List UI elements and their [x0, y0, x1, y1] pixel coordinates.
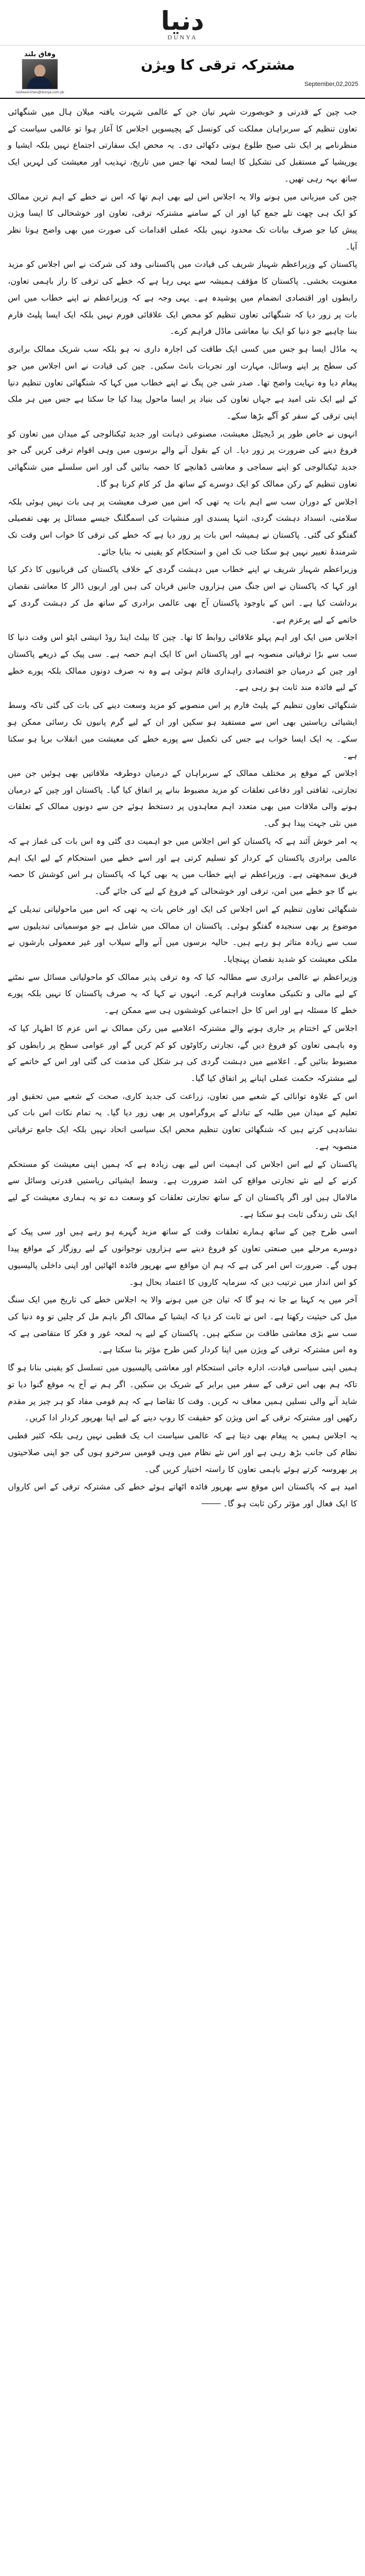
article-paragraph: اجلاس کے دوران سب سے اہم بات یہ تھی کہ اس میں صرف معیشت پر ہی بات نہیں ہوئی بلکہ سلامتی، انسداد دہشت گردی، انتہا پسندی اور منشیات کی اسمگلنگ جیسے مسائل پر بھی تفصیلی گفتگو کی گئی۔ پاکستان نے ہمیشہ اس بات پر زور دیا ہے کہ خطے کی ترقی کا خواب اس وقت تک شرمندۂ تعبیر نہیں ہو سکتا جب تک امن و استحکام کو یقینی نہ بنایا جائے۔	[8, 497, 357, 557]
avatar-head-shape	[34, 65, 45, 77]
article-paragraph: اسی طرح چین کے ساتھ ہمارے تعلقات وقت کے ساتھ مزید گہرے ہو رہے ہیں اور سی پیک کے دوسرے مرحلے میں صنعتی تعاون کو فروغ دینے سے ہزاروں نوجوانوں کے لیے روزگار کے مواقع پیدا ہوں گے۔ ضرورت اس امر کی ہے کہ ہم ان مواقع سے بھرپور فائدہ اٹھائیں اور اپنی داخلی پالیسیوں کو اس انداز میں ترتیب دیں کہ سرمایہ کاروں کا اعتماد بحال ہو۔	[8, 1228, 357, 1287]
headline-block	[77, 50, 358, 94]
author-email: rasheed.khan@dunya.com.pk	[15, 90, 65, 94]
article-paragraph: وزیراعظم نے عالمی برادری سے مطالبہ کیا کہ وہ ترقی پذیر ممالک کو ماحولیاتی مسائل سے نمٹنے کے لیے مالی و تکنیکی معاونت فراہم کرے۔ انہوں نے کہا کہ یہ صرف پاکستان کا نہیں بلکہ پورے خطے کا مسئلہ ہے اور اس کا حل اجتماعی کوششوں ہی سے ممکن ہے۔	[8, 973, 357, 1016]
article-paragraph: جب چین کے قدرتی و خوبصورت شہر تیان جن کے عالمی شہرت یافتہ میلان ہال میں شنگھائی تعاون تنظیم کے سربراہان مملکت کی کونسل کے پچیسویں اجلاس کا آغاز ہوا تو عالمی سیاست کے منظرنامے پر ایک نئی صبح طلوع ہوتی دکھائی دی۔ یہ محض ایک سفارتی اجتماع نہیں بلکہ ایشیا و یوریشیا کے مستقبل کی تشکیل کا ایسا لمحہ تھا جس میں تاریخ، تہذیب اور معیشت کی لہریں ایک ساتھ بہہ رہی تھیں۔	[8, 108, 357, 184]
article-closing-text: امید ہے کہ پاکستان اس موقع سے بھرپور فائدہ اٹھاتے ہوئے خطے کی مشترکہ ترقی کے اس کارواں کا ایک فعال اور مؤثر رکن ثابت ہو گا۔	[8, 1483, 357, 1509]
article-headline: مشترکہ ترقی کا ویژن	[140, 56, 295, 73]
article-end-dash	[202, 1503, 221, 1504]
article-paragraph: اس کے علاوہ توانائی کے شعبے میں تعاون، زراعت کی جدید کاری، صحت کے شعبے میں تحقیق اور تعلیم کے میدان میں طلبہ کے تبادلے کے پروگراموں پر بھی زور دیا گیا۔ یہ تمام نکات اس بات کی نشاندہی کرتے ہیں کہ شنگھائی تعاون تنظیم محض ایک سیاسی اتحاد نہیں بلکہ ایک جامع ترقیاتی منصوبہ ہے۔	[8, 1092, 357, 1151]
publication-logo	[161, 8, 204, 41]
article-date: September,02,2025	[304, 81, 358, 88]
author-block	[7, 50, 73, 94]
author-avatar	[22, 59, 58, 89]
article-paragraph: وزیراعظم شہباز شریف نے اپنے خطاب میں دہشت گردی کے خلاف پاکستان کی قربانیوں کا ذکر کیا اور کہا کہ پاکستان نے اس جنگ میں ہزاروں جانیں قربان کی ہیں اور اربوں ڈالر کا معاشی نقصان برداشت کیا ہے۔ اس کے باوجود پاکستان آج بھی عالمی برادری کے ساتھ مل کر دہشت گردی کے خاتمے کے لیے پرعزم ہے۔	[8, 565, 357, 625]
article-paragraph: یہ اجلاس ہمیں یہ پیغام بھی دیتا ہے کہ عالمی سیاست اب یک قطبی نہیں رہی بلکہ کثیر قطبی نظام کی جانب بڑھ رہی ہے اور اس نئے نظام میں وہی قومیں سرخرو ہوں گی جو اپنی صلاحیتوں پر بھروسہ کرتے ہوئے باہمی تعاون کا راستہ اختیار کریں گی۔	[8, 1432, 357, 1474]
article-paragraph: پاکستان کے لیے اس اجلاس کی اہمیت اس لیے بھی زیادہ ہے کہ ہمیں اپنی معیشت کو مستحکم کرنے کے لیے نئے تجارتی مواقع کی اشد ضرورت ہے۔ وسط ایشیائی ریاستیں قدرتی وسائل سے مالامال ہیں اور اگر پاکستان ان کے ساتھ تجارتی تعلقات کو وسعت دے تو یہ ہماری معیشت کے لیے ایک نئی زندگی ثابت ہو سکتا ہے۔	[8, 1160, 357, 1219]
article-closing-paragraph	[8, 1479, 357, 1512]
article-paragraph: شنگھائی تعاون تنظیم کے پلیٹ فارم پر اس منصوبے کو مزید وسعت دینے کی بات کی گئی تاکہ وسط ایشیائی ریاستیں بھی اس سے مستفید ہو سکیں اور ان کے لیے گرم پانیوں تک رسائی ممکن ہو سکے۔ یہ ایک ایسا خواب ہے جس کی تکمیل سے پورے خطے کی معیشت میں انقلاب برپا ہو سکتا ہے۔	[8, 701, 357, 761]
article-paragraph: یہ امر خوش آئند ہے کہ پاکستان کو اس اجلاس میں جو اہمیت دی گئی وہ اس بات کی غماز ہے کہ عالمی برادری پاکستان کے کردار کو تسلیم کرتی ہے اور اسے خطے میں استحکام کے لیے ایک اہم فریق سمجھتی ہے۔ وزیراعظم نے اپنے خطاب میں یہ بھی کہا کہ پاکستان ہر اس کوشش کا حصہ بنے گا جو خطے میں امن، ترقی اور خوشحالی کے فروغ کے لیے کی جائے گی۔	[8, 837, 357, 897]
article-paragraph: انہوں نے خاص طور پر ڈیجیٹل معیشت، مصنوعی ذہانت اور جدید ٹیکنالوجی کے میدان میں تعاون کو فروغ دینے کی ضرورت پر زور دیا۔ ان کے بقول آنے والے برسوں میں وہی اقوام ترقی کریں گی جو جدید ٹیکنالوجی کو اپنے سماجی و معاشی ڈھانچے کا حصہ بنائیں گی اور اس سلسلے میں شنگھائی تعاون تنظیم کے رکن ممالک کو ایک دوسرے کے ساتھ مل کر کام کرنا ہو گا۔	[8, 429, 357, 489]
article-paragraph: چین کی میزبانی میں ہونے والا یہ اجلاس اس لیے بھی اہم تھا کہ اس نے خطے کے اہم ترین ممالک کو ایک ہی چھت تلے جمع کیا اور ان کے سامنے مشترکہ ترقی، تعاون اور خوشحالی کا ایسا ویژن پیش کیا جو صرف بیانات تک محدود نہیں بلکہ عملی اقدامات کی صورت میں بھی واضح ہوتا نظر آیا۔	[8, 192, 357, 252]
article-paragraph: اجلاس میں ایک اور اہم پہلو علاقائی روابط کا تھا۔ چین کا بیلٹ اینڈ روڈ انیشی ایٹو اس وقت دنیا کا سب سے بڑا ترقیاتی منصوبہ ہے اور پاکستان اس کا ایک اہم حصہ ہے۔ سی پیک کے ذریعے پاکستان اور چین کے درمیان جو اقتصادی راہداری قائم ہوئی ہے وہ نہ صرف دونوں ممالک بلکہ پورے خطے کے لیے فائدہ مند ثابت ہو رہی ہے۔	[8, 633, 357, 693]
logo-latin-text: DUNYA	[167, 34, 198, 41]
article-paragraph: شنگھائی تعاون تنظیم کے اس اجلاس کی ایک اور خاص بات یہ تھی کہ اس میں ماحولیاتی تبدیلی کے موضوع پر بھی سنجیدہ گفتگو ہوئی۔ پاکستان ان ممالک میں شامل ہے جو موسمیاتی تبدیلیوں سے سب سے زیادہ متاثر ہو رہے ہیں۔ حالیہ برسوں میں آنے والے سیلاب اور غیر معمولی بارشوں نے ملکی معیشت کو شدید نقصان پہنچایا۔	[8, 905, 357, 964]
masthead	[0, 0, 365, 46]
avatar-body-shape	[27, 76, 53, 89]
author-name: وفاق بلند	[24, 50, 56, 58]
article-paragraph: یہ ماڈل ایسا ہو جس میں کسی ایک طاقت کی اجارہ داری نہ ہو بلکہ سب شریک ممالک برابری کی سطح پر اپنے وسائل، مہارت اور تجربات بانٹ سکیں۔ چین کی قیادت نے اس اجلاس میں جو پیغام دیا وہ نہایت واضح تھا۔ صدر شی جن پنگ نے اپنے خطاب میں کہا کہ شنگھائی تعاون تنظیم دنیا کے لیے ایک نئی امید ہے جہاں تعاون کی بنیاد پر ایسا ماحول پیدا کیا جا سکتا ہے جس میں ہر ملک اپنی ترقی کے سفر کو آگے بڑھا سکے۔	[8, 345, 357, 421]
article-paragraph: آخر میں یہ کہنا بے جا نہ ہو گا کہ تیان جن میں ہونے والا یہ اجلاس خطے کی تاریخ میں ایک سنگ میل کی حیثیت رکھتا ہے۔ اس نے ثابت کر دیا کہ ایشیا کے ممالک اگر باہم مل کر چلیں تو وہ دنیا کی سب سے بڑی معاشی طاقت بن سکتے ہیں۔ پاکستان کے لیے یہ لمحہ غور و فکر کا متقاضی ہے کہ وہ اس مشترکہ ترقی کے ویژن میں اپنا کردار کس طرح مؤثر بنا سکتا ہے۔	[8, 1296, 357, 1355]
article-paragraph: ہمیں اپنی سیاسی قیادت، ادارہ جاتی استحکام اور معاشی پالیسیوں میں تسلسل کو یقینی بنانا ہو گا تاکہ ہم بھی اس ترقی کے سفر میں برابر کے شریک بن سکیں۔ اگر ہم نے آج یہ موقع گنوا دیا تو شاید آنے والی نسلیں ہمیں معاف نہ کریں۔ وقت کا تقاضا ہے کہ ہم قومی مفاد کو ہر چیز پر مقدم رکھیں اور مشترکہ ترقی کے اس ویژن کو حقیقت کا روپ دینے کے لیے اپنا بھرپور کردار ادا کریں۔	[8, 1364, 357, 1423]
article-paragraph: پاکستان کے وزیراعظم شہباز شریف کی قیادت میں پاکستانی وفد کی شرکت نے اس اجلاس کو مزید معنویت بخشی۔ پاکستان کا مؤقف ہمیشہ سے یہی رہا ہے کہ خطے کی ترقی کا راز باہمی تعاون، رابطوں اور اقتصادی انضمام میں پوشیدہ ہے۔ یہی وجہ ہے کہ وزیراعظم نے اپنے خطاب میں اس بات پر زور دیا کہ شنگھائی تعاون تنظیم کو محض ایک علاقائی فورم نہیں بلکہ ایک ایسا پلیٹ فارم بننا چاہیے جو دنیا کو ایک نیا معاشی ماڈل فراہم کرے۔	[8, 260, 357, 337]
byline-bar	[0, 46, 365, 99]
article-paragraph: اجلاس کے موقع پر مختلف ممالک کے سربراہان کے درمیان دوطرفہ ملاقاتیں بھی ہوئیں جن میں تجارتی، ثقافتی اور دفاعی تعلقات کو مزید مضبوط بنانے پر اتفاق کیا گیا۔ پاکستان اور چین کے درمیان ہونے والی ملاقات میں بھی متعدد اہم معاہدوں پر دستخط ہوئے جن سے دونوں ممالک کے تعلقات میں نئی جہت پیدا ہو گی۔	[8, 769, 357, 829]
logo-urdu-text: دنیا	[161, 6, 204, 36]
article-paragraph: اجلاس کے اختتام پر جاری ہونے والے مشترکہ اعلامیے میں رکن ممالک نے اس عزم کا اظہار کیا کہ وہ باہمی تعاون کو فروغ دیں گے، تجارتی رکاوٹوں کو کم کریں گے اور عوامی سطح پر رابطوں کو مضبوط بنائیں گے۔ اعلامیے میں دہشت گردی کی ہر شکل کی مذمت کی گئی اور اس کے خاتمے کے لیے مشترکہ حکمت عملی اپنانے پر اتفاق کیا گیا۔	[8, 1024, 357, 1083]
article-body	[0, 99, 365, 1531]
